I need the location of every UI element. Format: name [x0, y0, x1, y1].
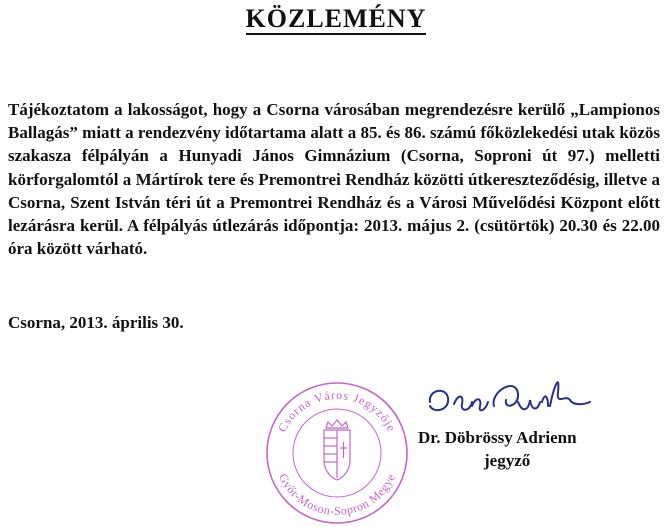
official-stamp — [262, 378, 412, 526]
svg-text:Győr-Moson-Sopron Megye — [276, 471, 398, 518]
signatory-name: Dr. Döbrössy Adrienn — [418, 428, 577, 447]
coat-of-arms-icon — [324, 420, 350, 480]
document-title — [0, 4, 672, 34]
date-line: Csorna, 2013. április 30. — [8, 313, 184, 332]
document-title-text: KÖZLEMÉNY — [245, 4, 427, 33]
stamp-bottom-text: Győr-Moson-Sopron Megye — [275, 471, 399, 519]
svg-text:Csorna Város Jegyzője — [275, 388, 399, 434]
handwritten-signature — [420, 372, 600, 432]
announcement-body: Tájékoztatom a lakosságot, hogy a Csorna városában megrendezésre kerülő „Lampionos Ballagás” miatt a rendezvény időtartama alatt a 85. és 86. számú főközlekedési utak közös szakasza félpályán a Hunyadi János Gimnázium (Csorna, Soproni út 97.) melletti körforgalomtól a Mártírok tere és Premontrei Rendház közötti útkereszteződésig, illetve a Csorna, Szent István téri út a Premontrei Rendház és a Városi Művelődési Központ előtt lezárásra kerül. A félpályás útlezárás időpontja: 2013. május 2. (csütörtök) 20.30 és 22.00 óra között várható. — [8, 100, 660, 259]
stamp-top-text: Csorna Város Jegyzője — [274, 387, 400, 435]
signatory-role: jegyző — [484, 451, 531, 470]
